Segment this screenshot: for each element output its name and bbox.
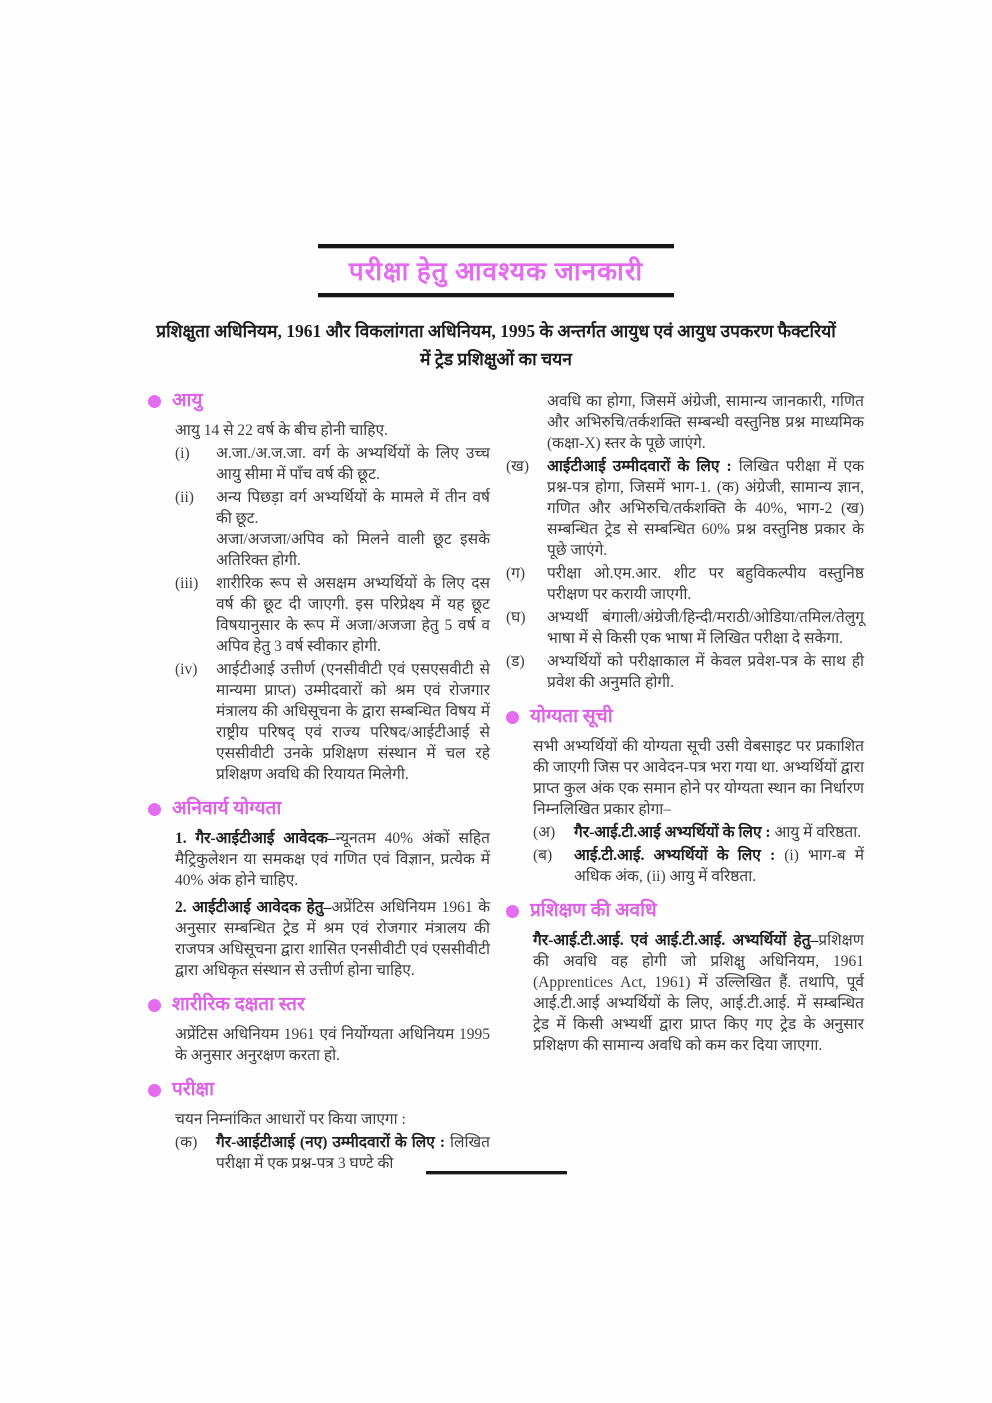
item-text: अभ्यर्थी बंगाली/अंग्रेजी/हिन्दी/मराठी/ओडिया/तमिल/तेलुगू भाषा में से किसी एक भाषा में लिखित परीक्षा दे सकेगा. xyxy=(547,609,864,648)
exam-intro: चयन निम्नांकित आधारों पर किया जाएगा : xyxy=(175,1111,406,1129)
bullet-icon xyxy=(506,711,519,724)
para-lead: 2. आईटीआई आवेदक हेतु– xyxy=(175,899,332,917)
bullet-icon xyxy=(148,1084,161,1097)
bullet-icon xyxy=(148,999,161,1012)
item-marker: (ii) xyxy=(175,489,194,507)
item-rest: (i) भाग-ब में अधिक अंक, (ii) आयु में वरिष्ठता. xyxy=(574,847,864,886)
list-item xyxy=(506,456,864,561)
list-item xyxy=(506,607,864,649)
item-lead: आई.टी.आई. अभ्यर्थियों के लिए : xyxy=(574,847,785,865)
list-item xyxy=(175,659,490,785)
age-intro: आयु 14 से 22 वर्ष के बीच होनी चाहिए. xyxy=(175,422,388,440)
merit-intro: सभी अभ्यर्थियों की योग्यता सूची उसी वेबसाइट पर प्रकाशित की जाएगी जिस पर आवेदन-पत्र भरा गया था. अभ्यर्थियों द्वारा प्राप्त कुल अंक एक समान होने पर योग्यता स्थान का निर्धारण निम्नलिखित प्रकार होगा– xyxy=(533,738,864,819)
section-body-eligibility xyxy=(175,828,490,981)
item-text xyxy=(574,822,864,843)
section-body-exam xyxy=(175,1109,490,1174)
para-text: न्यूनतम 40% अंकों सहित मैट्रिकुलेशन या समकक्ष एवं गणित एवं विज्ञान, प्रत्येक में 40% अंक होने चाहिए. xyxy=(175,830,490,890)
item-lead: गैर-आईटीआई (नए) उम्मीदवारों के लिए : xyxy=(216,1134,450,1152)
item-marker: (घ) xyxy=(506,609,526,627)
item-lead: गैर-आई.टी.आई अभ्यर्थियों के लिए : xyxy=(574,824,775,842)
section-heading-eligibility xyxy=(148,797,490,821)
title-bottom-rule xyxy=(318,293,674,298)
list-item xyxy=(506,651,864,693)
item-rest: आयु में वरिष्ठता. xyxy=(774,824,862,842)
section-title: परीक्षा xyxy=(172,1079,215,1101)
item-marker: (ख) xyxy=(506,458,530,476)
section-heading-exam xyxy=(148,1078,490,1102)
item-marker: (क) xyxy=(175,1134,198,1152)
item-marker: (ड) xyxy=(506,653,525,671)
bullet-icon xyxy=(148,395,161,408)
list-item xyxy=(533,822,864,843)
list-item xyxy=(175,487,490,571)
item-marker: (i) xyxy=(175,445,190,463)
item-text xyxy=(216,1132,490,1174)
item-text xyxy=(547,456,864,561)
item-text-line1: अन्य पिछड़ा वर्ग अभ्यर्थियों के मामले में तीन वर्ष की छूट. xyxy=(216,489,490,528)
fitness-text: अप्रेंटिस अधिनियम 1961 एवं निर्योग्यता अधिनियम 1995 के अनुसार अनुरक्षण करता हो. xyxy=(175,1026,490,1065)
eligibility-para-2 xyxy=(175,897,490,981)
list-item xyxy=(533,845,864,887)
item-marker: (अ) xyxy=(533,824,556,842)
item-text: अभ्यर्थियों को परीक्षाकाल में केवल प्रवेश-पत्र के साथ ही प्रवेश की अनुमति होगी. xyxy=(547,653,864,692)
page-title: परीक्षा हेतु आवश्यक जानकारी xyxy=(348,257,644,286)
section-heading-age xyxy=(148,389,490,413)
duration-paragraph xyxy=(533,930,864,1056)
item-text xyxy=(216,487,490,571)
item-marker: (iv) xyxy=(175,661,198,679)
para-lead: गैर-आई.टी.आई. एवं आई.टी.आई. अभ्यर्थियों हेतु– xyxy=(533,932,819,950)
item-text: आईटीआई उत्तीर्ण (एनसीवीटी एवं एसएसवीटी से मान्यमा प्राप्त) उम्मीदवारों को श्रम एवं रोजगार मंत्रालय की अधिसूचना के द्वारा सम्बन्धित विषय में राष्ट्रीय परिषद् एवं राज्य परिषद/आईटीआई से एससीवीटी उनके प्रशिक्षण संस्थान में चल रहे प्रशिक्षण अवधि की रियायत मिलेगी. xyxy=(216,661,490,784)
item-marker xyxy=(506,391,547,454)
bullet-icon xyxy=(148,803,161,816)
section-title: योग्यता सूची xyxy=(530,706,613,728)
footer-divider xyxy=(426,1171,567,1175)
document-subtitle: प्रशिक्षुता अधिनियम, 1961 और विकलांगता अधिनियम, 1995 के अन्तर्गत आयुध एवं आयुध उपकरण फैक्टरियों में ट्रेड प्रशिक्षुओं का चयन xyxy=(156,321,836,370)
list-item xyxy=(175,573,490,657)
item-text-line2: अजा/अजजा/अपिव को मिलने वाली छूट इसके अतिरिक्त होगी. xyxy=(216,531,490,570)
list-item xyxy=(175,1132,490,1174)
item-text: परीक्षा ओ.एम.आर. शीट पर बहुविकल्पीय वस्तुनिष्ठ परीक्षण पर करायी जाएगी. xyxy=(547,565,864,604)
right-column xyxy=(506,389,864,1176)
section-heading-duration xyxy=(506,899,864,923)
section-body-duration xyxy=(533,930,864,1056)
two-column-body xyxy=(0,373,992,1176)
item-text: शारीरिक रूप से असक्षम अभ्यर्थियों के लिए दस वर्ष की छूट दी जाएगी. इस परिप्रेक्ष्य में यह छूट विषयानुसार के रूप में अजा/अजजा हेतु 5 वर्ष व अपिव हेतु 3 वर्ष स्वीकार होगी. xyxy=(216,575,490,656)
eligibility-para-1 xyxy=(175,828,490,891)
continuation-paragraph xyxy=(506,391,864,454)
item-text: अ.जा./अ.ज.जा. वर्ग के अभ्यर्थियों के लिए उच्च आयु सीमा में पाँच वर्ष की छूट. xyxy=(216,445,490,484)
section-title: प्रशिक्षण की अवधि xyxy=(530,900,657,922)
list-item xyxy=(175,443,490,485)
item-rest: लिखित परीक्षा में एक प्रश्न-पत्र होगा, जिसमें भाग-1. (क) अंग्रेजी, सामान्य ज्ञान, गणित और अभिरुचि/तर्कशक्ति के 40%, भाग-2 (ख) सम्बन्धित ट्रेड से सम्बन्धित 60% प्रश्न वस्तुनिष्ठ प्रकार के पूछे जाएंगे. xyxy=(547,458,864,560)
para-text: अप्रेंटिस अधिनियम 1961 के अनुसार सम्बन्धित ट्रेड में श्रम एवं रोजगार मंत्रालय की राजपत्र अधिसूचना द्वारा शासित एनसीवीटी एवं एससीवीटी द्वारा अधिकृत संस्थान से उत्तीर्ण होना चाहिए. xyxy=(175,899,490,980)
section-body-age xyxy=(175,420,490,785)
bullet-icon xyxy=(506,905,519,918)
item-text xyxy=(574,845,864,887)
item-text: अवधि का होगा, जिसमें अंग्रेजी, सामान्य जानकारी, गणित और अभिरुचि/तर्कशक्ति सम्बन्धी वस्तुनिष्ठ प्रश्न माध्यमिक (कक्षा-X) स्तर के पूछे जाएंगे. xyxy=(547,393,864,453)
section-body-fitness xyxy=(175,1024,490,1066)
section-body-merit xyxy=(533,736,864,887)
item-lead: आईटीआई उम्मीदवारों के लिए : xyxy=(547,458,739,476)
para-lead: 1. गैर-आईटीआई आवेदक– xyxy=(175,830,336,848)
left-column xyxy=(148,389,490,1176)
item-marker: (ग) xyxy=(506,565,526,583)
item-marker: (ब) xyxy=(533,847,553,865)
section-title: आयु xyxy=(172,390,203,412)
title-banner xyxy=(318,0,674,298)
section-heading-fitness xyxy=(148,993,490,1017)
section-title: शारीरिक दक्षता स्तर xyxy=(172,994,305,1016)
section-heading-merit xyxy=(506,705,864,729)
item-rest: लिखित परीक्षा में एक प्रश्न-पत्र 3 घण्टे की xyxy=(216,1134,490,1173)
section-title: अनिवार्य योग्यता xyxy=(172,798,282,820)
item-marker: (iii) xyxy=(175,575,199,593)
list-item xyxy=(506,563,864,605)
para-text: प्रशिक्षण की अवधि वह होगी जो प्रशिक्षु अधिनियम, 1961 (Apprentices Act, 1961) में उल्लिखित हैं. तथापि, पूर्व आई.टी.आई अभ्यर्थियों के लिए, आई.टी.आई. में सम्बन्धित ट्रेड में किसी अभ्यर्थी द्वारा प्राप्त किए गए ट्रेड के अनुसार प्रशिक्षण की सामान्य अवधि को कम कर दिया जाएगा. xyxy=(533,932,864,1055)
